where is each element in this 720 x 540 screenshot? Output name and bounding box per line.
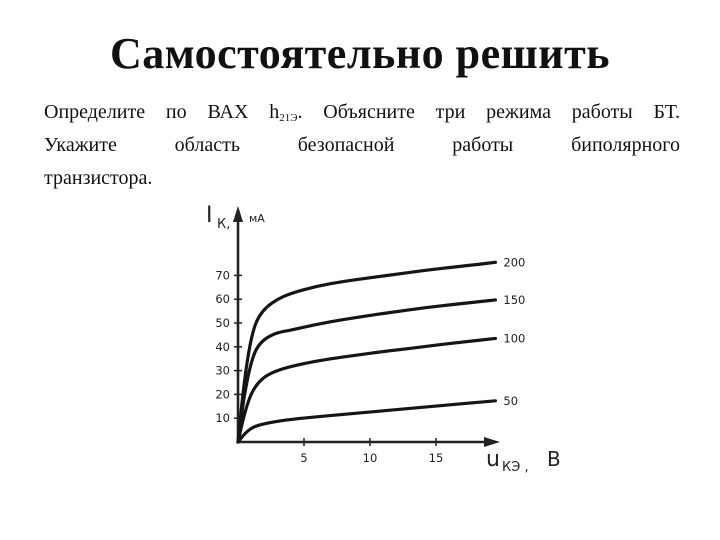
curve-ib-200 [238, 262, 495, 442]
y-tick-label: 10 [215, 411, 230, 426]
curve-label-150: 150 [503, 292, 526, 307]
y-tick-label: 20 [215, 387, 230, 402]
y-tick-label: 50 [215, 316, 230, 330]
y-axis-unit: мА [249, 212, 265, 225]
y-axis-label: I [206, 203, 213, 228]
output-characteristics-chart [190, 192, 580, 482]
task-line-1 [44, 96, 680, 129]
x-axis-unit: В [547, 447, 561, 471]
task-line-1-tail: . Объясните три режима работы БТ. [297, 101, 680, 123]
slide-title: Самостоятельно решить [109, 29, 611, 78]
x-axis-label: u [486, 447, 500, 472]
y-axis-arrow [233, 206, 243, 222]
curve-label-100: 100 [503, 331, 526, 346]
y-tick-label: 40 [215, 339, 230, 354]
y-axis-label-sub: К, [217, 217, 231, 232]
x-tick-label: 10 [362, 451, 378, 465]
x-tick-label: 15 [428, 451, 444, 465]
curve-ib-50 [238, 401, 495, 442]
y-tick-label: 70 [215, 268, 230, 283]
curve-group [238, 255, 525, 442]
x-axis-arrow [484, 437, 500, 447]
task-line-1-text: Определите по ВАХ h [44, 101, 280, 123]
y-tick-label: 60 [215, 292, 230, 307]
curve-ib-100 [238, 338, 495, 442]
x-axis-label-sub: КЭ , [502, 460, 529, 475]
curve-label-50: 50 [503, 393, 519, 408]
curve-label-200: 200 [503, 255, 526, 270]
task-line-2: Укажите область безопасной работы биполярного [44, 134, 680, 156]
h-parameter-subscript: 21Э [279, 112, 298, 124]
task-line-3: транзистора. [44, 167, 153, 189]
task-text [44, 96, 680, 195]
y-tick-label: 30 [215, 363, 230, 378]
x-tick-label: 5 [300, 451, 308, 465]
